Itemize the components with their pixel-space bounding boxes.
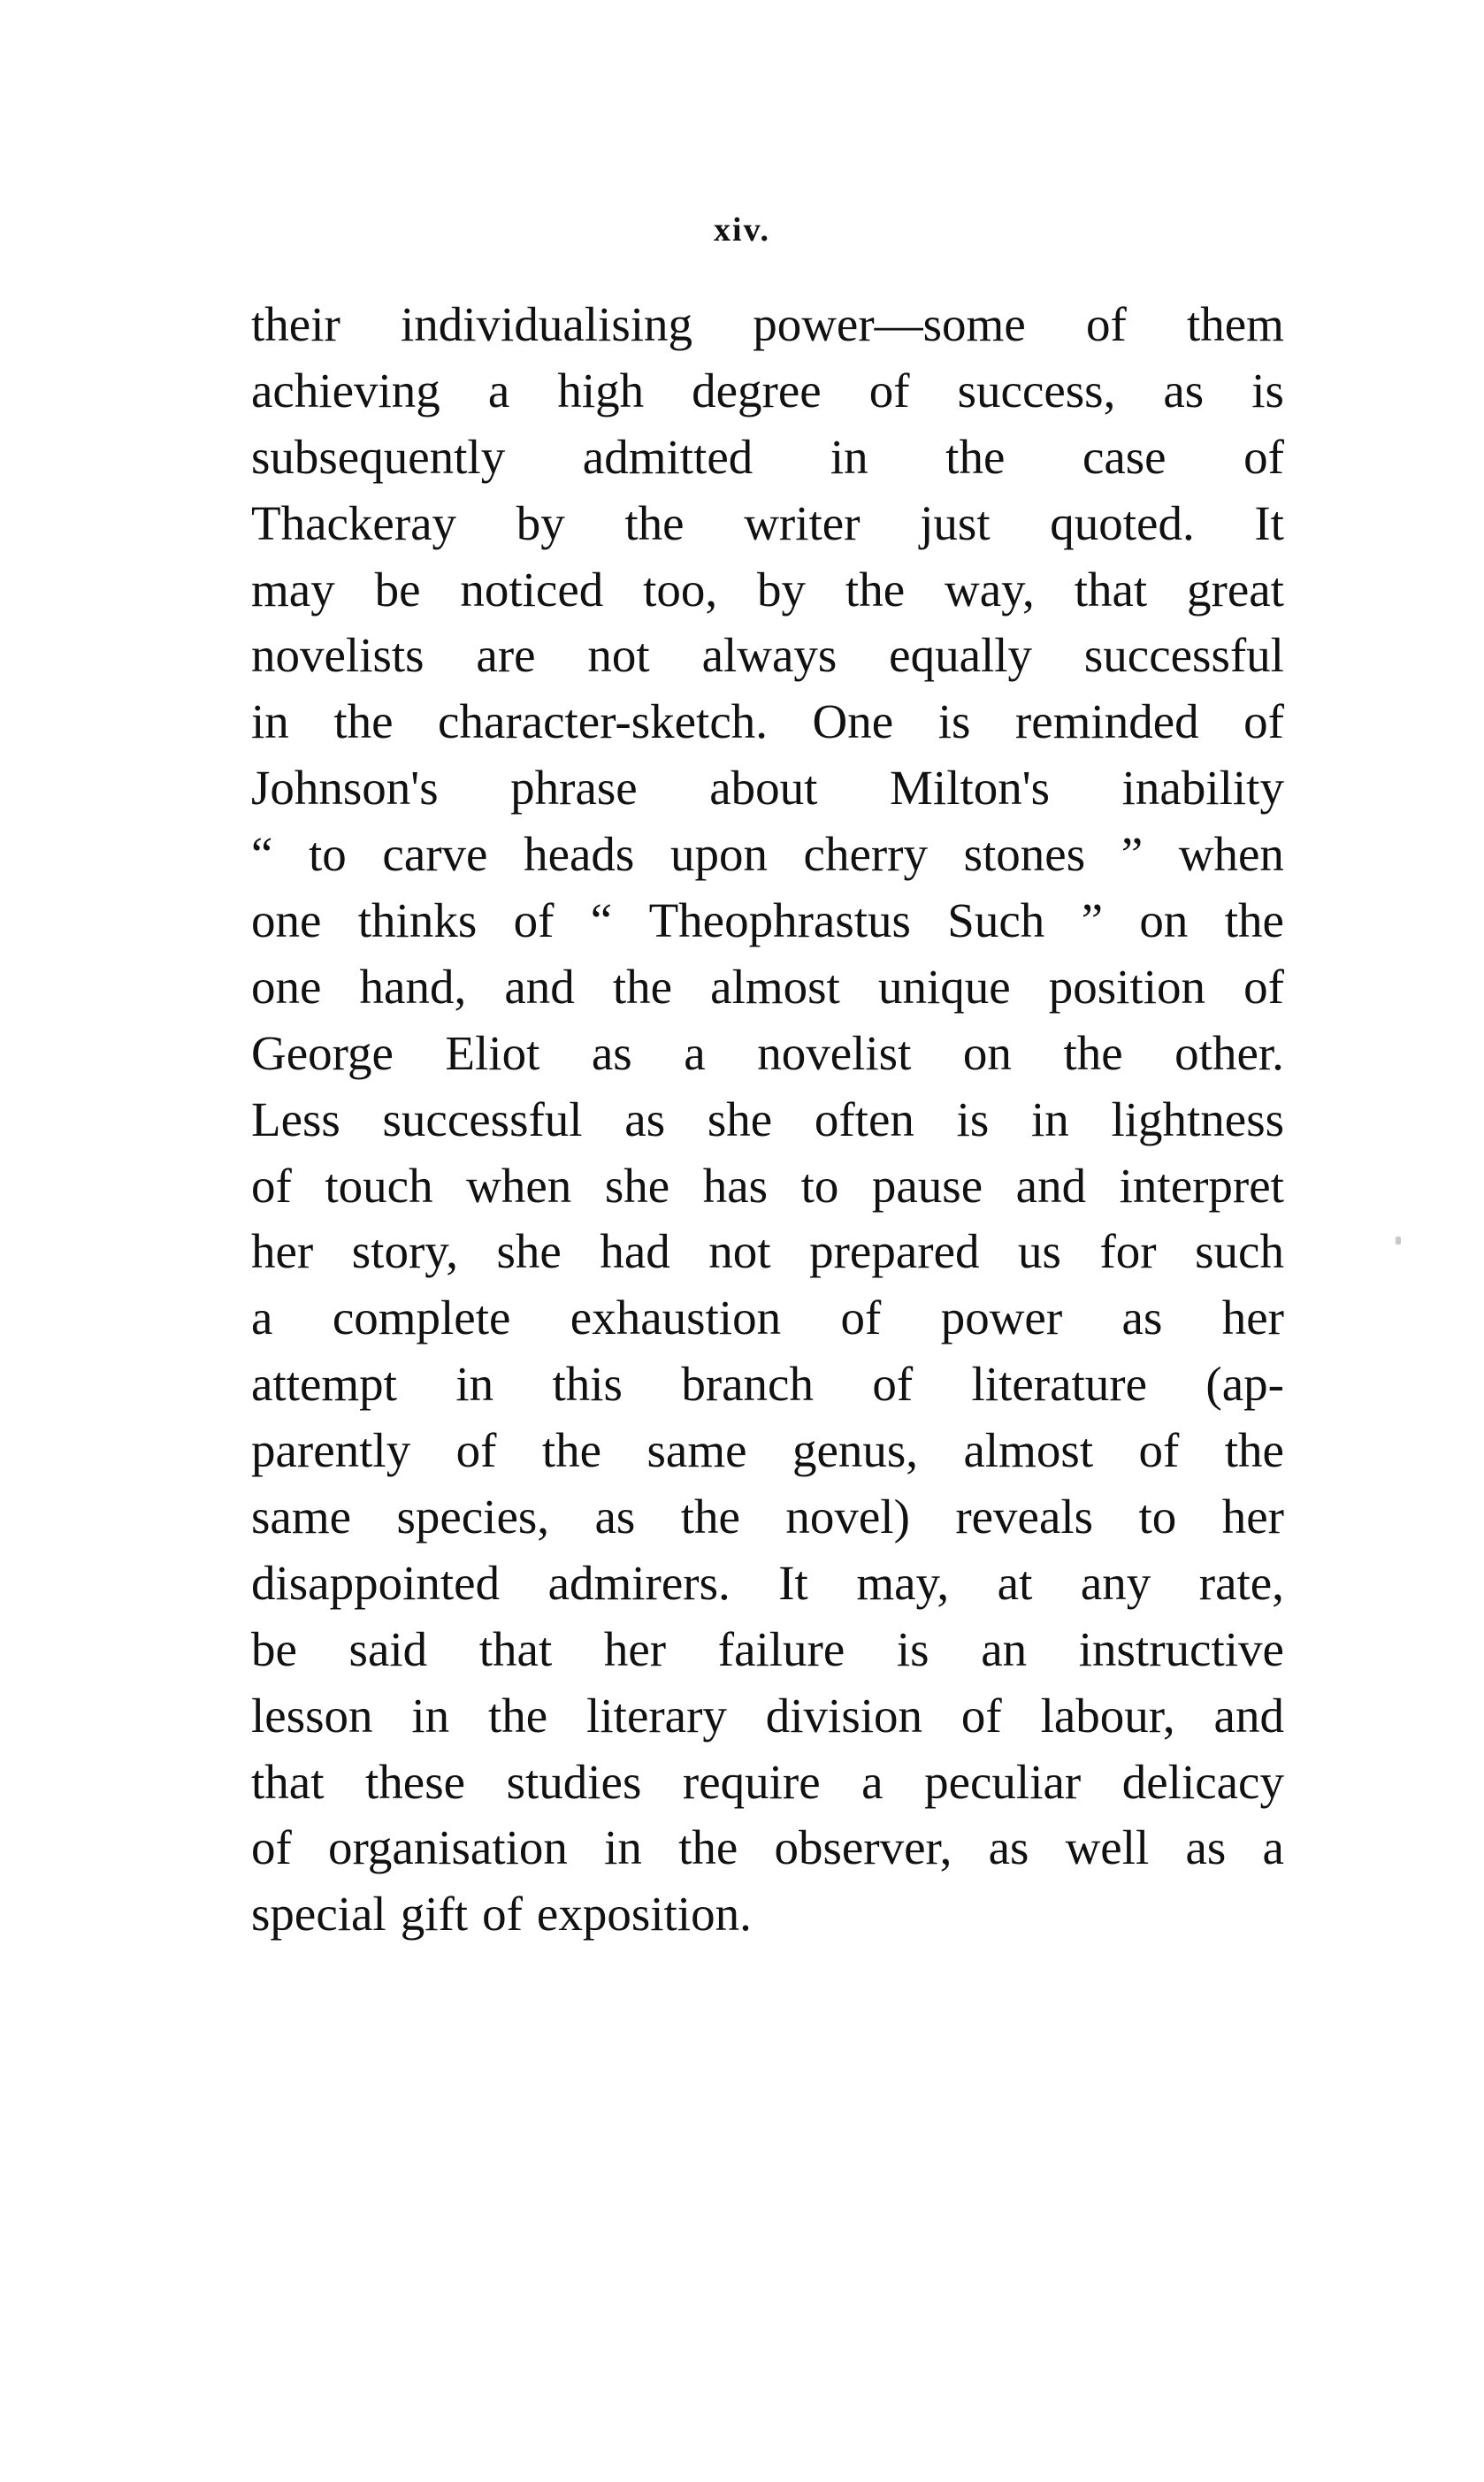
text-line: George Eliot as a novelist on the other. <box>251 1025 1284 1080</box>
text-line: attempt in this branch of literature (ap- <box>251 1357 1284 1412</box>
text-line: a complete exhaustion of power as her <box>251 1291 1284 1345</box>
text-line: subsequently admitted in the case of <box>251 429 1284 484</box>
page-number: xiv. <box>714 211 770 249</box>
text-line: same species, as the novel) reveals to her <box>251 1490 1284 1544</box>
text-line: of touch when she has to pause and interpret <box>251 1158 1284 1213</box>
text-line: “ to carve heads upon cherry stones ” when <box>251 827 1284 882</box>
text-line: one thinks of “ Theophrastus Such ” on the <box>251 893 1284 948</box>
text-line: one hand, and the almost unique position of <box>251 959 1284 1014</box>
text-line: Thackeray by the writer just quoted. It <box>251 495 1284 550</box>
text-line: novelists are not always equally successful <box>251 628 1284 683</box>
text-line: their individualising power—some of them <box>251 297 1284 351</box>
text-line: be said that her failure is an instructive <box>251 1621 1284 1676</box>
text-line: that these studies require a peculiar delicacy <box>251 1754 1284 1809</box>
text-line: of organisation in the observer, as well as a <box>251 1820 1284 1875</box>
body-text <box>251 292 1284 1948</box>
text-line: lesson in the literary division of labour, and <box>251 1688 1284 1743</box>
text-line: parently of the same genus, almost of the <box>251 1423 1284 1478</box>
text-line: special gift of exposition. <box>251 1887 752 1942</box>
text-line: her story, she had not prepared us for such <box>251 1224 1284 1279</box>
paper-speck <box>1396 1237 1401 1245</box>
text-line: may be noticed too, by the way, that great <box>251 562 1284 617</box>
text-line: disappointed admirers. It may, at any rate, <box>251 1555 1284 1610</box>
text-line: in the character-sketch. One is reminded of <box>251 694 1284 749</box>
text-line: Johnson's phrase about Milton's inability <box>251 761 1284 816</box>
text-line: Less successful as she often is in lightness <box>251 1092 1284 1146</box>
text-line: achieving a high degree of success, as is <box>251 363 1284 417</box>
